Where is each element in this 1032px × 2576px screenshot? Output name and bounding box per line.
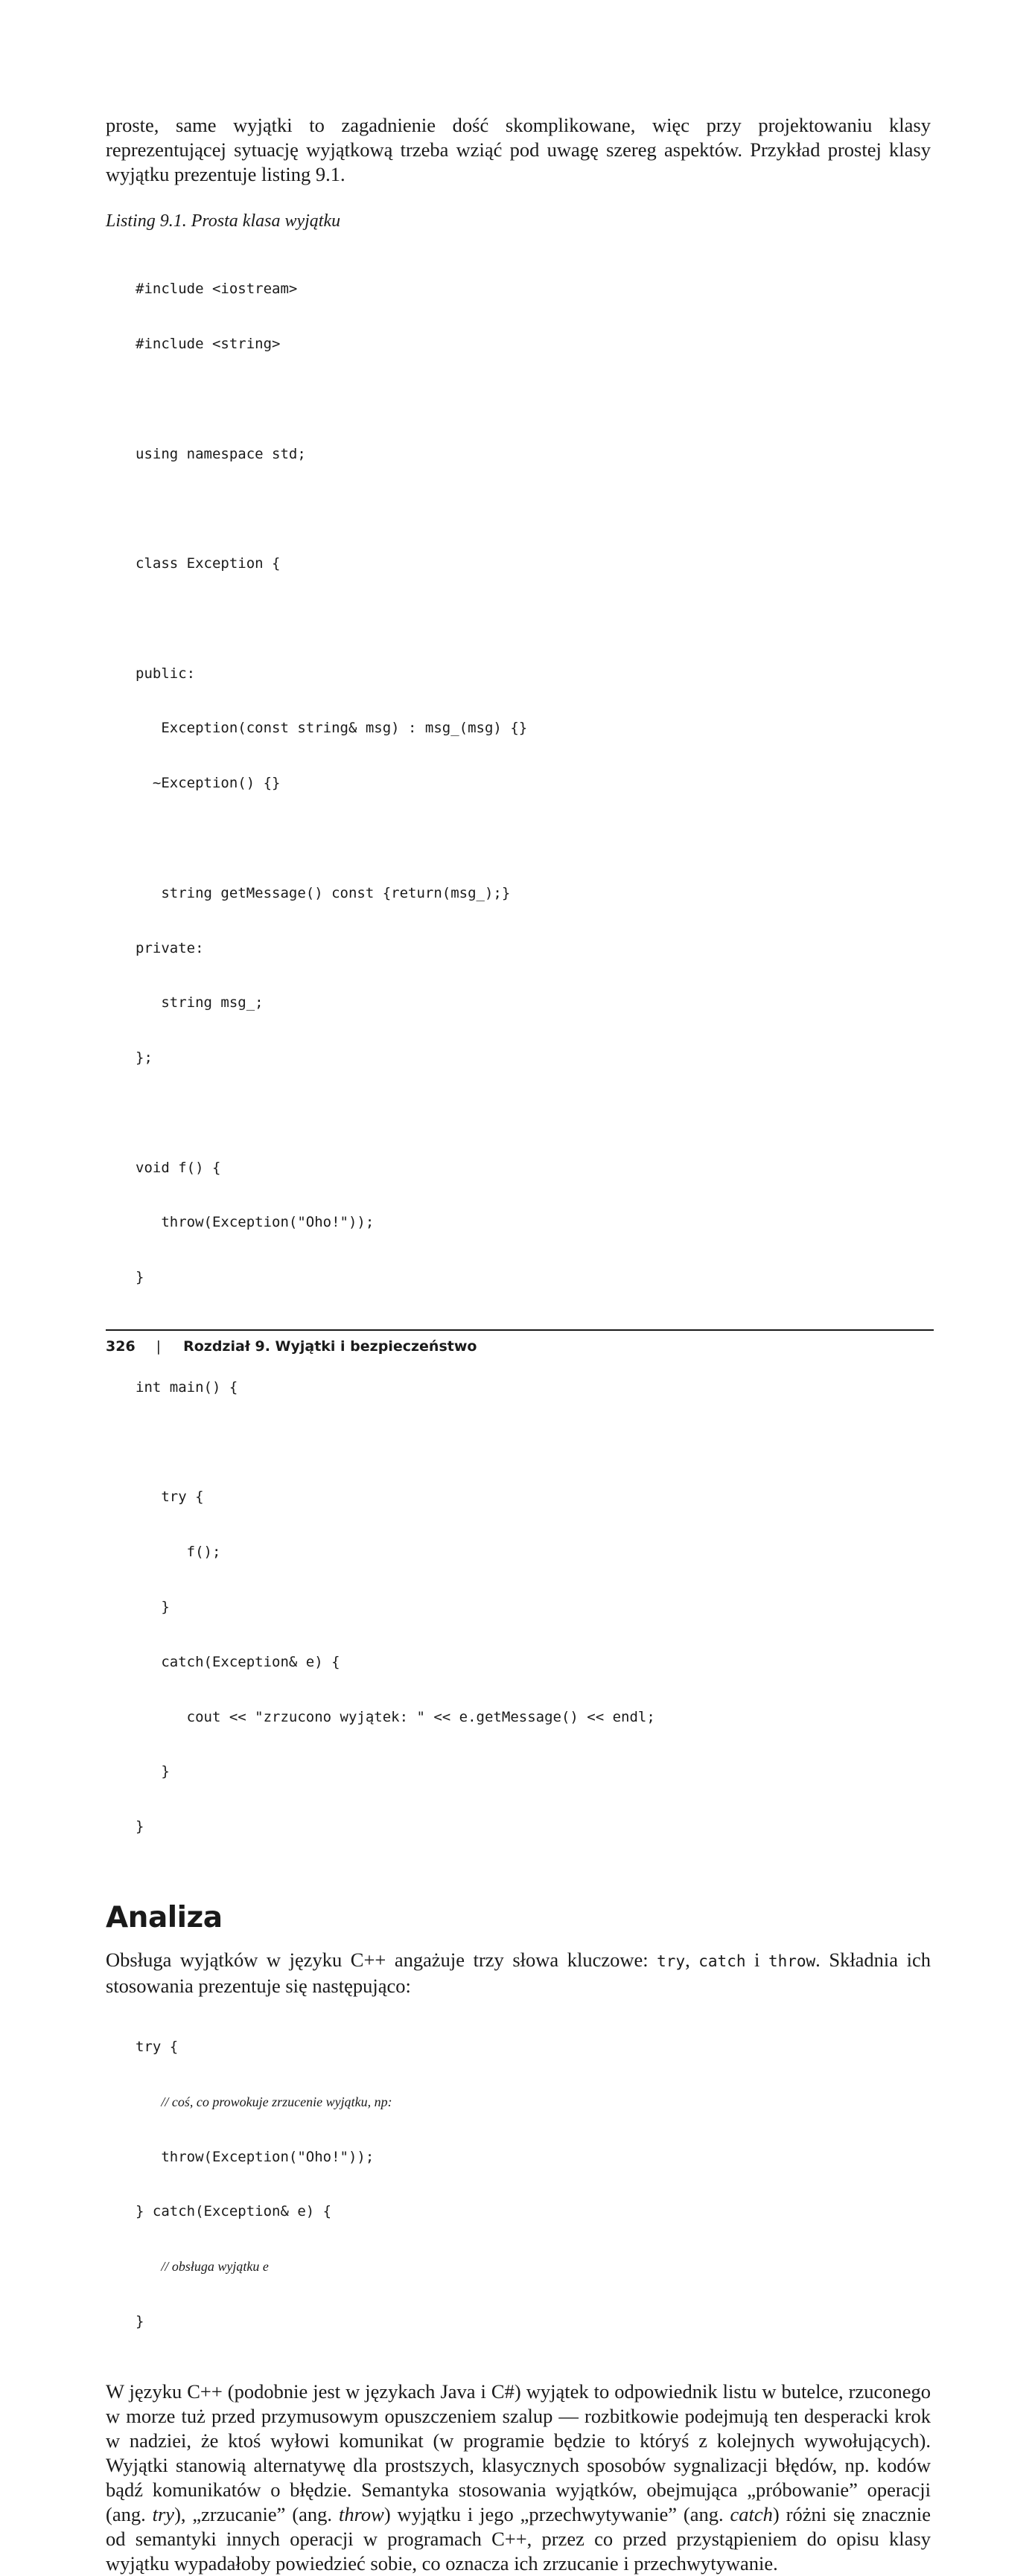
code-line: cout << "zrzucono wyjątek: " << e.getMessage() << endl; — [136, 1708, 655, 1725]
code-line: } — [136, 2313, 144, 2330]
code-comment-line — [136, 2093, 931, 2112]
code-line: int main() { — [136, 1378, 238, 1396]
code-line: } — [136, 1763, 170, 1780]
code-line: throw(Exception("Oho!")); — [136, 1214, 375, 1231]
text-run: i — [745, 1948, 768, 1971]
code-line: string msg_; — [136, 994, 264, 1011]
text-run: W języku C++ (podobnie jest w językach Java i C#) wyjątek to odpowiednik listu w butelce, rzuconego w morze tuż przed przymusowym opuszczeniem szalup — rozbitkowie podejmują ten desperacki krok w nadziei, że ktoś wyłowi komunikat (w programie będzie to któryś z kolejnych wywołujących). Wyjątki stanowią alternatywę dla prostszych, klasycznych sposobów sygnalizacji błędów, np. kodów bądź komunikatów o błędzie. Semantyka stosowania wyjątków, obejmująca „próbowanie” operacji (ang. — [106, 2380, 931, 2525]
italic-term-throw: throw — [338, 2502, 384, 2525]
text-run: Obsługa wyjątków w języku C++ angażuje trzy słowa kluczowe: — [106, 1948, 657, 1971]
code-line: catch(Exception& e) { — [136, 1653, 340, 1670]
code-line: public: — [136, 665, 196, 682]
code-line — [136, 1434, 931, 1452]
listing-caption: Listing 9.1. Prosta klasa wyjątku — [106, 211, 341, 231]
text-run: . Składnia ich stosowania prezentuje się następująco: — [106, 1948, 931, 1997]
code-line: } — [136, 1818, 144, 1835]
code-listing — [106, 243, 931, 1873]
code-line: using namespace std; — [136, 445, 306, 462]
code-line — [136, 390, 931, 409]
chapter-title: Rozdział 9. Wyjątki i bezpieczeństwo — [183, 1338, 477, 1355]
section-title: Analiza — [106, 1900, 223, 1934]
code-line: string getMessage() const {return(msg_);} — [136, 884, 511, 901]
code-line — [136, 829, 931, 848]
text-run: ) różni się znacznie od semantyki innych operacji w programach C++, przez co przed przystąpieniem do opisu klasy wyjątku wypadałoby powiedzieć sobie, co oznacza ich zrzucanie i przechwytywanie. — [106, 2502, 931, 2575]
page-number: 326 — [106, 1338, 136, 1355]
code-line — [136, 499, 931, 518]
code-line: }; — [136, 1049, 153, 1067]
code-line: void f() { — [136, 1159, 221, 1176]
intro-paragraph: proste, same wyjątki to zagadnienie dość skomplikowane, więc przy projektowaniu klasy reprezentującej sytuację wyjątkową trzeba wziąć pod uwagę szereg aspektów. Przykład prostej klasy wyjątku prezentuje listing 9.1. — [106, 114, 931, 185]
analysis-paragraph-1 — [106, 1948, 931, 1998]
code-comment: // coś, co prowokuje zrzucenie wyjątku, np: — [161, 2094, 392, 2109]
code-line: Exception(const string& msg) : msg_(msg) {} — [136, 720, 528, 737]
code-line — [136, 610, 931, 628]
syntax-snippet — [106, 2001, 931, 2368]
text-run: , — [685, 1948, 699, 1971]
code-line: } catch(Exception& e) { — [136, 2203, 332, 2220]
italic-term-catch: catch — [730, 2502, 773, 2525]
code-line — [136, 1104, 931, 1122]
code-line: try { — [136, 2039, 179, 2056]
page-footer — [106, 1329, 934, 1355]
text-run: ), „zrzucanie” (ang. — [174, 2502, 339, 2525]
inline-code-catch: catch — [698, 1952, 746, 1970]
code-line: throw(Exception("Oho!")); — [136, 2148, 375, 2165]
code-line: ~Exception() {} — [136, 775, 281, 792]
code-line: f(); — [136, 1544, 221, 1561]
code-line: #include <iostream> — [136, 281, 298, 298]
code-line: try { — [136, 1489, 204, 1506]
code-comment: // obsługa wyjątku e — [161, 2259, 269, 2275]
inline-code-throw: throw — [768, 1952, 816, 1970]
italic-term-try: try — [152, 2502, 175, 2525]
code-line: private: — [136, 939, 204, 956]
analysis-paragraph-2 — [106, 2380, 931, 2576]
inline-code-try: try — [657, 1952, 686, 1970]
code-line: } — [136, 1269, 144, 1286]
code-comment-line — [136, 2257, 931, 2276]
code-line: #include <string> — [136, 335, 281, 352]
code-line: class Exception { — [136, 555, 281, 572]
footer-separator: | — [156, 1338, 162, 1355]
code-line: } — [136, 1598, 170, 1615]
text-run: ) wyjątku i jego „przechwytywanie” (ang. — [383, 2502, 730, 2525]
